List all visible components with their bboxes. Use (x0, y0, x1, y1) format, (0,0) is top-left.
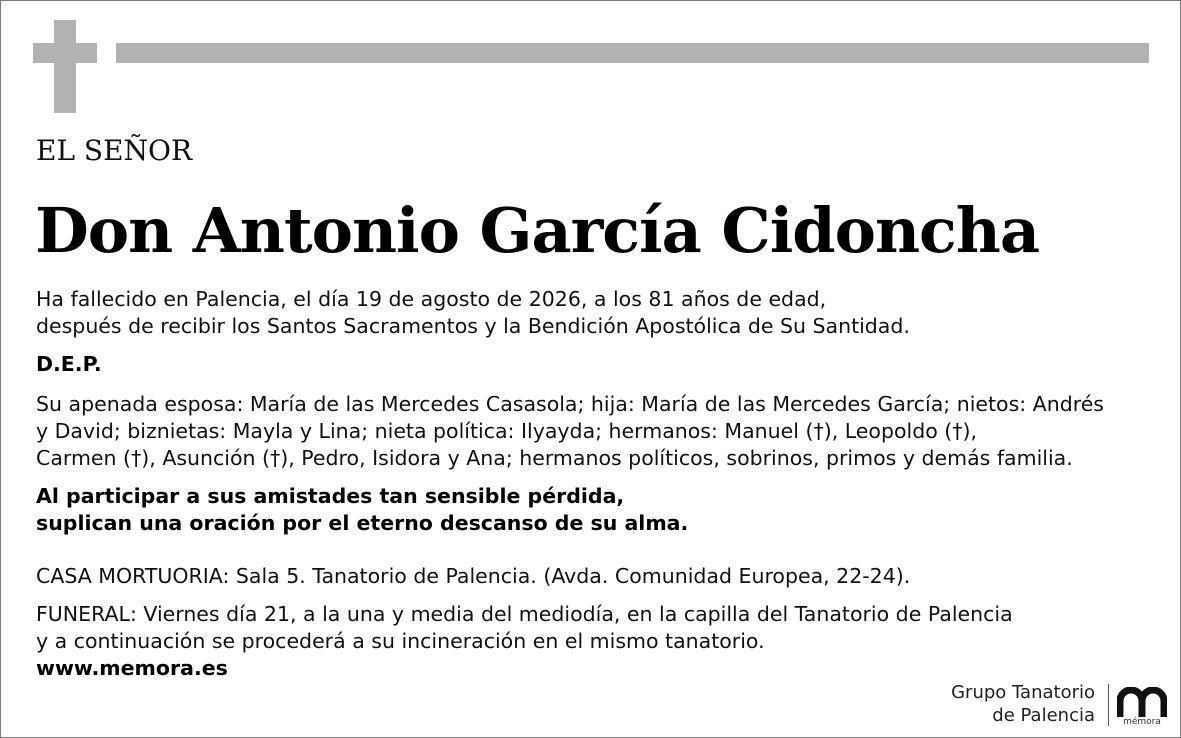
casa-mortuoria: CASA MORTUORIA: Sala 5. Tanatorio de Palencia. (Avda. Comunidad Europea, 22-24). (36, 564, 911, 588)
funeral-info (36, 601, 1013, 655)
closing-line-1: Al participar a sus amistades tan sensible pérdida, (36, 484, 625, 508)
announcement-line-1: Ha fallecido en Palencia, el día 19 de agosto de 2026, a los 81 años de edad, (36, 287, 827, 311)
cross-icon-horizontal (33, 43, 97, 63)
deceased-name: Don Antonio García Cidoncha (35, 194, 1040, 267)
header-divider-bar (116, 43, 1149, 63)
family-line-3: Carmen (†), Asunción (†), Pedro, Isidora y Ana; hermanos políticos, sobrinos, primos y demás familia. (36, 446, 1073, 470)
title-prefix: EL SEÑOR (36, 134, 193, 167)
logo-line-2: de Palencia (992, 705, 1095, 726)
death-announcement (36, 286, 910, 340)
cross-icon-vertical (54, 20, 76, 113)
family-line-2: y David; biznietas: Mayla y Lina; nieta política: Ilyayda; hermanos: Manuel (†), Leopoldo (†), (36, 419, 978, 443)
announcement-line-2: después de recibir los Santos Sacramentos y la Bendición Apostólica de Su Santidad. (36, 314, 910, 338)
family-line-1: Su apenada esposa: María de las Mercedes Casasola; hija: María de las Mercedes García; nietos: Andrés (36, 392, 1104, 416)
funeral-home-logo-text (951, 681, 1095, 727)
funeral-line-1: FUNERAL: Viernes día 21, a la una y media del mediodía, en la capilla del Tanatorio de Palencia (36, 602, 1013, 626)
logo-divider (1108, 684, 1109, 726)
dep-label: D.E.P. (36, 352, 102, 376)
family-list (36, 391, 1104, 472)
logo-line-1: Grupo Tanatorio (951, 682, 1095, 703)
brand-wordmark: mémora (1123, 717, 1161, 727)
closing-request (36, 483, 688, 537)
memora-m-logo-icon (1117, 687, 1167, 717)
website-link[interactable]: www.memora.es (36, 656, 228, 680)
closing-line-2: suplican una oración por el eterno descanso de su alma. (36, 511, 689, 535)
funeral-line-2: y a continuación se procederá a su incineración en el mismo tanatorio. (36, 629, 765, 653)
